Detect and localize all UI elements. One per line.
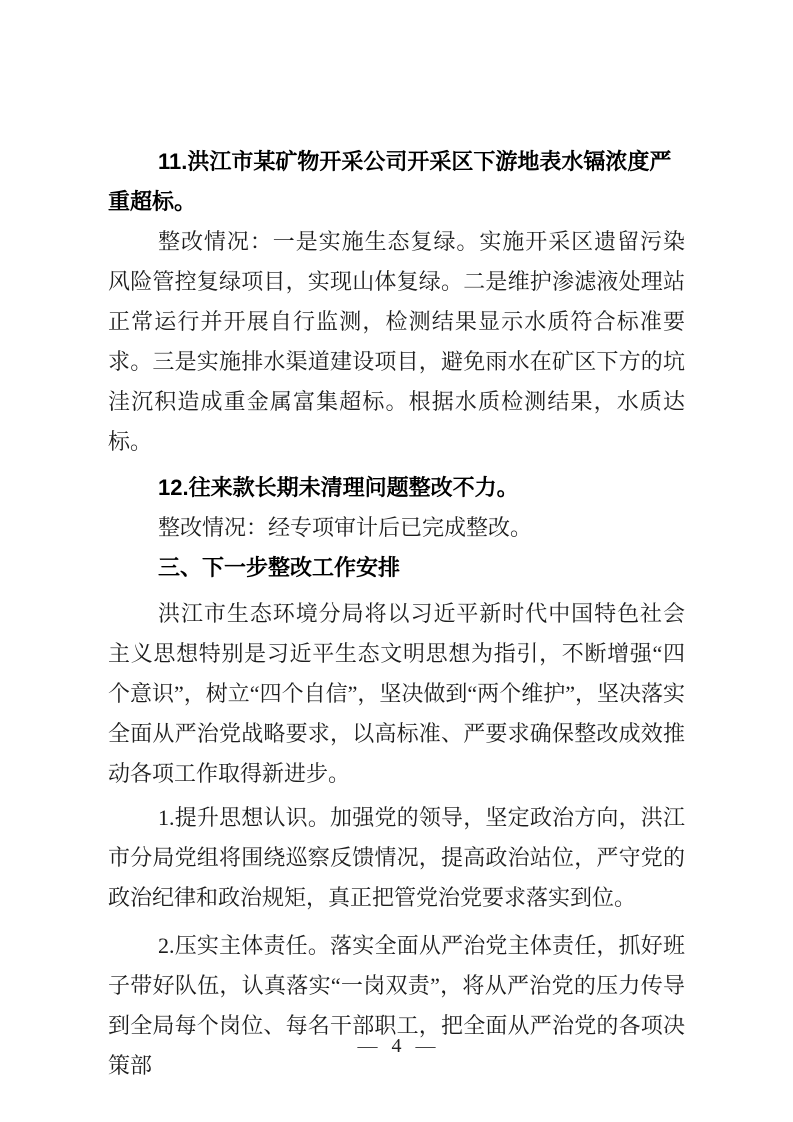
- page-number: 4: [391, 1035, 402, 1057]
- section-3-overview-paragraph: 洪江市生态环境分局将以习近平新时代中国特色社会主义思想特别是习近平生态文明思想为指引，不断增强“四个意识”，树立“四个自信”，坚决做到“两个维护”，坚决落实全面从严治党战略要求，以高标准、严要求确保整改成效推动各项工作取得新进步。: [108, 601, 685, 786]
- problem-12-remediation-paragraph: 整改情况：经专项审计后已完成整改。: [158, 515, 533, 540]
- document-body: [108, 142, 685, 1086]
- next-step-2-paragraph: 2.压实主体责任。落实全面从严治党主体责任，抓好班子带好队伍，认真落实“一岗双责”，将从严治党的压力传导到全局每个岗位、每名干部职工，把全面从严治党的各项决策部: [108, 933, 685, 1078]
- problem-11-remediation-paragraph: 整改情况：一是实施生态复绿。实施开采区遗留污染风险管控复绿项目，实现山体复绿。二是维护渗滤液处理站正常运行并开展自行监测，检测结果显示水质符合标准要求。三是实施排水渠道建设项目，避免雨水在矿区下方的坑洼沉积造成重金属富集超标。根据水质检测结果，水质达标。: [108, 229, 685, 454]
- page-number-footer: [0, 1034, 793, 1058]
- page-number-dash-left: —: [357, 1035, 378, 1057]
- problem-11-heading: 11.洪江市某矿物开采公司开采区下游地表水镉浓度严重超标。: [108, 149, 672, 214]
- section-3-heading: 三、下一步整改工作安排: [158, 555, 401, 580]
- page-number-dash-right: —: [415, 1035, 436, 1057]
- next-step-1-paragraph: 1.提升思想认识。加强党的领导，坚定政治方向，洪江市分局党组将围绕巡察反馈情况，提高政治站位，严守党的政治纪律和政治规矩，真正把管党治党要求落实到位。: [108, 805, 685, 910]
- problem-12-heading: 12.往来款长期未清理问题整改不力。: [158, 475, 519, 500]
